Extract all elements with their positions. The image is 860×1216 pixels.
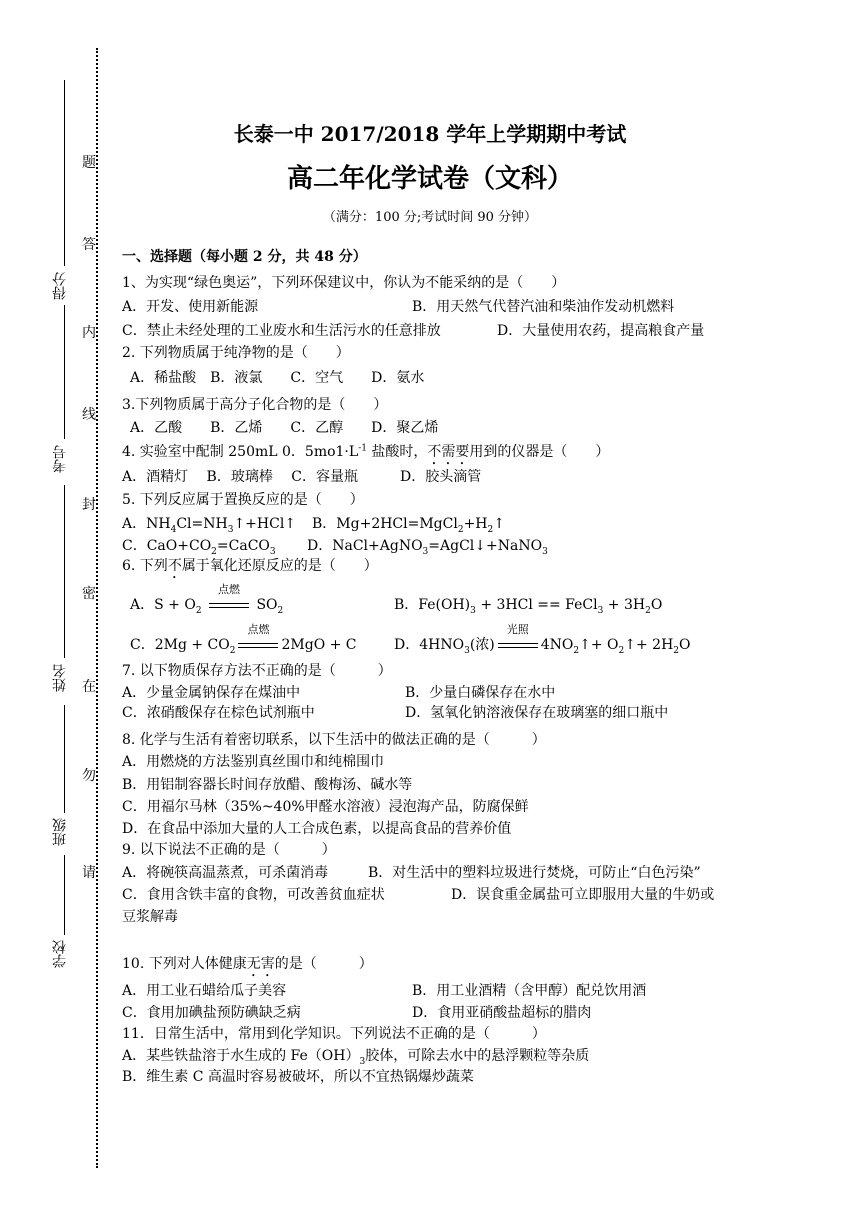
q4-stem: 4. 实验室中配制 250mL 0．$5mo1\cdot L^{-1}$ 盐酸时，不需要用到的仪器是（ ） <box>122 443 610 460</box>
q1-stem: 1、为实现“绿色奥运”，下列环保建议中，你认为不能采纳的是（ ） <box>122 275 566 291</box>
section-heading: 一、选择题（每小题 2 分，共 48 分） <box>122 249 367 265</box>
q6-option-d: D．$4HNO_3$(浓) 光照 $4NO_2↑+$ $O_2↑+ 2H_2O$ <box>394 623 691 656</box>
name-label: 姓名 <box>52 664 68 692</box>
exam-title: 长泰一中 2017/2018 学年上学期期中考试 <box>233 122 627 146</box>
q1-option-b: B．用天然气代替汽油和柴油作发动机燃料 <box>412 299 675 315</box>
reaction-condition: 点燃 <box>218 583 240 596</box>
q6-option-b: B．$Fe(OH)_3 + 3HCl$ == FeCl$_3$ + $3H_2O$ <box>394 597 663 616</box>
q8-stem: 8. 化学与生活有着密切联系，以下生活中的做法正确的是（ ） <box>122 732 546 748</box>
exam-info: （满分：100 分;考试时间 90 分钟） <box>322 210 538 225</box>
q8-option-c: C．用福尔马林（35%~40%甲醛水溶液）浸泡海产品，防腐保鲜 <box>122 799 529 815</box>
seal-char: 线 <box>82 407 96 423</box>
q9-option-c: C．食用含铁丰富的食物，可改善贫血症状 <box>122 887 385 903</box>
q5-option-b: B．$Mg+2HCl=MgCl_2+H_2↑$ <box>312 516 505 535</box>
q5-option-a: A．$NH_4Cl=NH_3↑+HCl↑$ <box>122 516 297 535</box>
seal-char: 内 <box>82 325 96 341</box>
name-blank[interactable] <box>64 485 65 658</box>
q5-option-d: D．NaCl+AgNO$_3$=AgCl↓+NaNO$_3$ <box>307 538 548 557</box>
paper-title: 高二年化学试卷（文科） <box>286 164 573 194</box>
q9-option-d-continued: 豆浆解毒 <box>122 909 178 925</box>
seal-char: 请 <box>82 865 96 881</box>
q10-stem: 10. 下列对人体健康无害的是（ ） <box>122 956 373 972</box>
seal-char: 密 <box>82 586 96 602</box>
reaction-condition: 光照 <box>506 623 529 636</box>
q8-option-d: D．在食品中添加大量的人工合成色素，以提高食品的营养价值 <box>122 821 512 837</box>
q10-option-b: B．用工业酒精（含甲醇）配兑饮用酒 <box>412 983 647 999</box>
q2-stem: 2. 下列物质属于纯净物的是（ ） <box>122 345 350 361</box>
q8-option-a: A．用燃烧的方法鉴别真丝围巾和纯棉围巾 <box>122 754 385 770</box>
q9-option-d: D．误食重金属盐可立即服用大量的牛奶或 <box>451 887 715 903</box>
q6-stem: 6. 下列不属于氧化还原反应的是（ ） <box>122 558 378 574</box>
seal-char: 勿 <box>82 768 96 784</box>
q8-option-b: B．用铝制容器长时间存放醋、酸梅汤、碱水等 <box>122 777 413 793</box>
class-label: 班级 <box>52 818 68 846</box>
q11-stem: 11．日常生活中，常用到化学知识。下列说法不正确的是（ ） <box>122 1026 546 1042</box>
exam-number-blank[interactable] <box>64 305 65 439</box>
q11-option-b: B．维生素 C 高温时容易被破坏，所以不宜热锅爆炒蔬菜 <box>122 1069 474 1085</box>
q9-option-b: B．对生活中的塑料垃圾进行焚烧，可防止“白色污染” <box>368 865 701 881</box>
q3-options: A．乙酸 B．乙烯 C．乙醇 D．聚乙烯 <box>130 420 439 436</box>
q10-option-d: D．食用亚硝酸盐超标的腊肉 <box>412 1005 592 1021</box>
exam-number-label: 考号 <box>52 445 68 473</box>
q6-option-a: A．$S + O_2$ 点燃 $SO_2$ <box>130 583 284 616</box>
q10-option-a: A．用工业石蜡给瓜子美容 <box>122 983 287 999</box>
q7-option-a: A．少量金属钠保存在煤油中 <box>122 685 301 701</box>
seal-char: 在 <box>82 679 96 695</box>
q5-option-c: C．$CaO+CO_2=CaCO_3$ <box>122 538 276 557</box>
q3-stem: 3.下列物质属于高分子化合物的是（ ） <box>122 397 388 413</box>
q7-stem: 7. 以下物质保存方法不正确的是（ ） <box>122 663 392 679</box>
seal-char: 封 <box>82 497 96 513</box>
q11-option-a: A．某些铁盐溶于水生成的 $Fe(OH)_3$胶体，可除去水中的悬浮颗粒等杂质 <box>122 1048 590 1067</box>
q5-stem: 5. 下列反应属于置换反应的是（ ） <box>122 492 364 508</box>
q7-option-d: D．氢氧化钠溶液保存在玻璃塞的细口瓶中 <box>405 705 669 721</box>
q10-option-c: C．食用加碘盐预防碘缺乏病 <box>122 1005 301 1021</box>
school-label: 学校 <box>52 940 68 968</box>
school-blank[interactable] <box>64 855 65 935</box>
score-label: 得分 <box>52 272 68 300</box>
q2-options: A．稀盐酸 B．液氯 C．空气 D．氨水 <box>130 370 425 386</box>
class-blank[interactable] <box>64 705 65 813</box>
q9-stem: 9. 以下说法不正确的是（ ） <box>122 842 336 858</box>
seal-char: 题 <box>82 155 96 171</box>
q7-option-c: C．浓硝酸保存在棕色试剂瓶中 <box>122 705 315 721</box>
q6-option-c: C．$2Mg + CO_2$ 点燃 2MgO + C <box>130 623 357 656</box>
q1-option-c: C．禁止未经处理的工业废水和生活污水的任意排放 <box>122 323 441 339</box>
q1-option-a: A．开发、使用新能源 <box>122 299 259 315</box>
q7-option-b: B．少量白磷保存在水中 <box>405 685 556 701</box>
q4-options: A．酒精灯 B．玻璃棒 C．容量瓶 D．胶头滴管 <box>122 469 482 485</box>
q9-option-a: A．将碗筷高温蒸煮，可杀菌消毒 <box>122 865 329 881</box>
q1-option-d: D．大量使用农药，提高粮食产量 <box>497 323 705 339</box>
reaction-condition: 点燃 <box>247 623 270 636</box>
seal-char: 答 <box>82 237 96 253</box>
